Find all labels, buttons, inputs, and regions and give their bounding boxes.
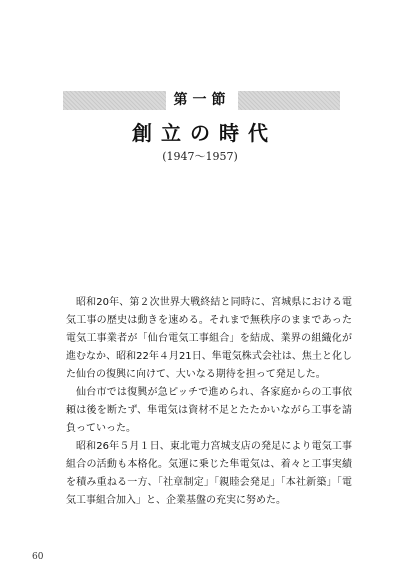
paragraph: 仙台市では復興が急ピッチで進められ、各家庭からの工事依頼は後を断たず、隼電気は資材不足とたたかいながら工事を請負っていった。 [66,387,352,434]
period-subtitle: (1947〜1957) [162,150,238,163]
paragraph: 昭和26年５月１日、東北電力宮城支店の発足により電気工事組合の活動も本格化。気運に乗じた隼電気は、着々と工事実績を積み重ねる一方、「社章制定」「親睦会発足」「本社新築」「電気工事組合加入」と、企業基盤の充実に努めた。 [66,441,352,506]
page-number: 60 [32,552,44,562]
paragraph: 昭和20年、第２次世界大戦終結と同時に、宮城県における電気工事の歴史は動きを速める。それまで無秩序のままであった電気工事業者が「仙台電気工事組合」を結成、業界の組織化が進むなか、昭和22年４月21日、隼電気株式会社は、焦土と化した仙台の復興に向けて、大いなる期待を担って発足した。 [66,297,352,380]
page-title: 創立の時代 [132,121,277,145]
section-label: 第一節 [166,89,238,112]
body-text [66,294,352,510]
